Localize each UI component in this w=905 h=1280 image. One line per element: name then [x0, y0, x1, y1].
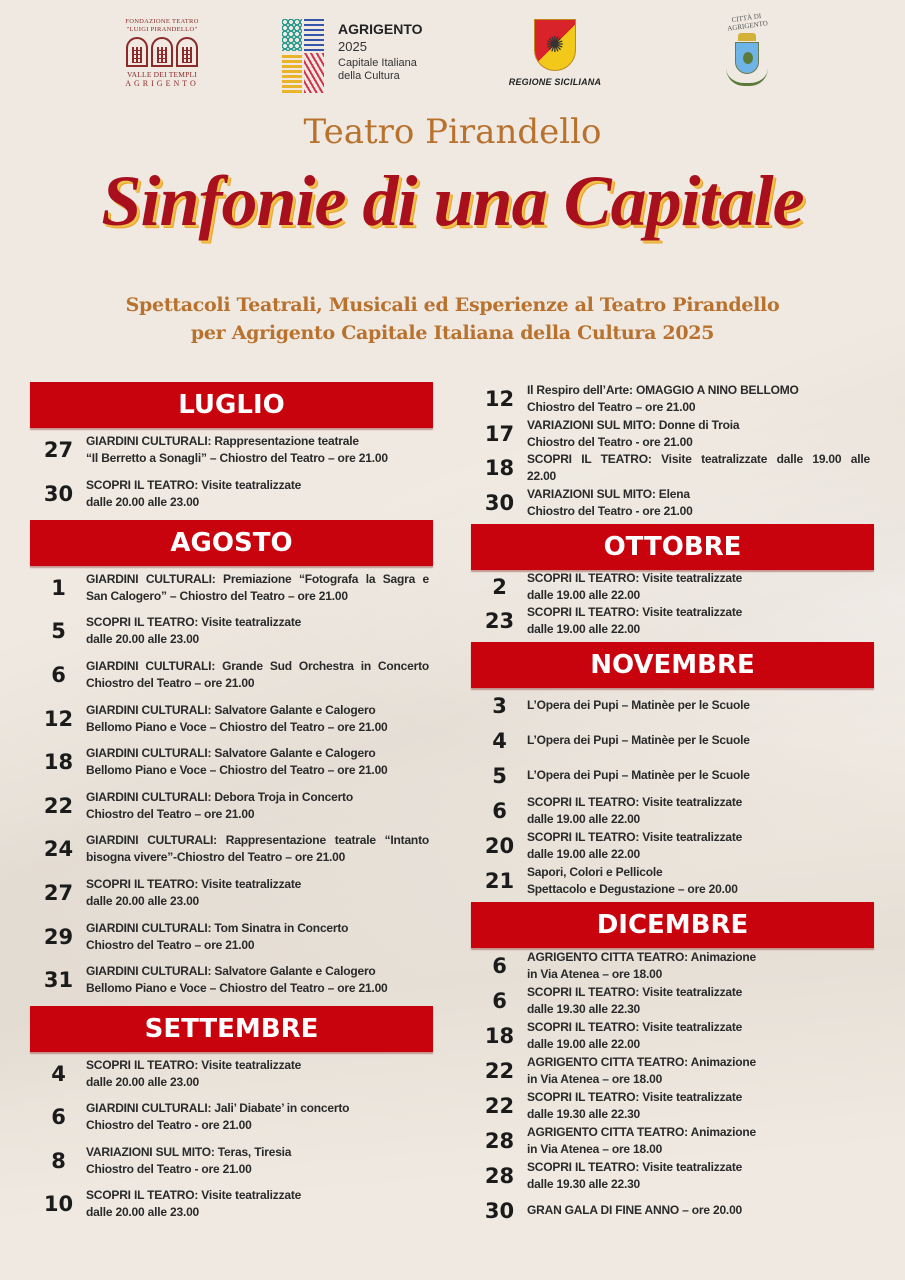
event-day: 10 — [43, 1192, 74, 1217]
event-description-line: GIARDINI CULTURALI: Grande Sud Orchestra in Concerto — [86, 658, 429, 673]
event-description-line: dalle 20.00 alle 23.00 — [86, 1074, 200, 1089]
agrigento-logo-caption — [338, 57, 417, 83]
event-row — [472, 863, 874, 898]
event-row — [31, 958, 433, 1002]
event-description-line: VARIAZIONI SUL MITO: Donne di Troia — [527, 417, 740, 432]
event-row — [472, 451, 874, 486]
event-description — [527, 767, 750, 784]
month-header-luglio: LUGLIO — [30, 382, 433, 428]
event-description-line: dalle 19.30 alle 22.30 — [527, 1001, 641, 1016]
event-day: 18 — [43, 750, 74, 775]
fondazione-line4: AGRIGENTO — [125, 79, 199, 88]
event-day: 6 — [51, 662, 66, 687]
city-crest-icon — [735, 42, 759, 74]
agrigento-logo-caption-2: della Cultura — [338, 70, 400, 82]
event-row — [31, 784, 433, 828]
event-description-line: Chiostro del Teatro – ore 21.00 — [527, 400, 696, 415]
logo-bar — [0, 14, 905, 99]
event-day: 27 — [43, 880, 74, 905]
month-events-settembre — [31, 1052, 433, 1226]
event-description-line: GIARDINI CULTURALI: Rappresentazione teatrale “Intanto — [86, 833, 429, 848]
event-day: 6 — [492, 953, 507, 978]
event-description — [86, 571, 429, 605]
event-description — [86, 658, 429, 692]
fondazione-line1: FONDAZIONE TEATRO — [125, 18, 199, 25]
month-header-settembre: SETTEMBRE — [30, 1006, 433, 1052]
event-description-line: dalle 19.30 alle 22.30 — [527, 1106, 641, 1121]
month-events-ottobre — [472, 570, 874, 638]
event-description — [86, 702, 388, 736]
month-header-novembre: NOVEMBRE — [471, 642, 874, 688]
event-description — [86, 1100, 349, 1134]
month-header-ottobre: OTTOBRE — [471, 524, 874, 570]
event-series-title: Sinfonie di una Capitale — [101, 161, 804, 241]
event-day: 12 — [484, 387, 515, 412]
event-description — [527, 382, 799, 416]
event-description — [86, 832, 429, 866]
event-row — [31, 1139, 433, 1183]
subtitle — [0, 291, 905, 347]
event-row — [31, 697, 433, 741]
event-row — [31, 915, 433, 959]
event-row — [472, 1193, 874, 1228]
event-row — [472, 1018, 874, 1053]
event-description-line: Chiostro del Teatro - ore 21.00 — [527, 434, 693, 449]
event-description — [527, 451, 870, 485]
event-row — [31, 1095, 433, 1139]
event-description-line: bisogna vivere”-Chiostro del Teatro – ore 21.00 — [86, 850, 346, 865]
event-row — [31, 610, 433, 654]
event-day: 6 — [492, 798, 507, 823]
event-day: 4 — [492, 728, 507, 753]
event-day: 28 — [484, 1163, 515, 1188]
month-events-agosto — [31, 566, 433, 1002]
agrigento-logo-caption-1: Capitale Italiana — [338, 57, 417, 69]
event-description-line: SCOPRI IL TEATRO: Visite teatralizzate — [527, 571, 743, 585]
event-description-line: dalle 20.00 alle 23.00 — [86, 893, 200, 908]
event-description-line: Bellomo Piano e Voce – Chiostro del Teatro – ore 21.00 — [86, 981, 388, 996]
event-description — [527, 486, 693, 520]
event-description-line: dalle 19.00 alle 22.00 — [527, 846, 641, 861]
schedule-right-column — [472, 382, 874, 1228]
month-events-luglio — [31, 428, 433, 516]
event-row — [472, 793, 874, 828]
event-day: 18 — [484, 1023, 515, 1048]
event-description — [86, 1187, 301, 1221]
event-row — [472, 382, 874, 417]
event-description-line: Chiostro del Teatro - ore 21.00 — [527, 503, 693, 518]
event-day: 3 — [492, 693, 507, 718]
event-description — [527, 829, 742, 863]
event-row — [472, 1123, 874, 1158]
event-description-line: GIARDINI CULTURALI: Debora Troja in Concerto — [86, 789, 353, 804]
event-description-line: SCOPRI IL TEATRO: Visite teatralizzate — [86, 1188, 302, 1203]
event-description-line: SCOPRI IL TEATRO: Visite teatralizzate — [527, 1019, 743, 1034]
subtitle-line-2: per Agrigento Capitale Italiana della Cultura 2025 — [190, 322, 715, 344]
event-description-line: AGRIGENTO CITTA TEATRO: Animazione — [527, 949, 756, 964]
event-description-line: SCOPRI IL TEATRO: Visite teatralizzate — [86, 478, 302, 492]
month-header-agosto: AGOSTO — [30, 520, 433, 566]
event-description-line: GIARDINI CULTURALI: Tom Sinatra in Concerto — [86, 920, 349, 935]
event-day: 27 — [43, 438, 74, 462]
event-day: 22 — [43, 793, 74, 818]
month-events-novembre — [472, 688, 874, 898]
event-day: 20 — [484, 833, 515, 858]
month-events-dicembre — [472, 948, 874, 1228]
event-row — [472, 983, 874, 1018]
event-description-line: “Il Berretto a Sonagli” – Chiostro del Teatro – ore 21.00 — [86, 451, 388, 465]
event-description — [86, 789, 353, 823]
month-events-settembre-continued — [472, 382, 874, 520]
event-day: 17 — [484, 421, 515, 446]
fondazione-line3: VALLE DEI TEMPLI — [126, 70, 197, 79]
event-row — [31, 871, 433, 915]
event-description-line: dalle 19.00 alle 22.00 — [527, 622, 641, 636]
event-day: 1 — [51, 575, 66, 600]
theatre-arches-icon — [112, 37, 212, 67]
event-description-line: L’Opera dei Pupi – Matinèe per le Scuole — [527, 698, 750, 712]
event-description-line: in Via Atenea – ore 18.00 — [527, 966, 663, 981]
event-description-line: VARIAZIONI SUL MITO: Elena — [527, 486, 690, 501]
event-description-line: GIARDINI CULTURALI: Jali’ Diabate’ in concerto — [86, 1101, 350, 1116]
event-description-line: VARIAZIONI SUL MITO: Teras, Tiresia — [86, 1144, 292, 1159]
event-description-line: AGRIGENTO CITTA TEATRO: Animazione — [527, 1124, 756, 1139]
event-description — [527, 1054, 756, 1088]
event-description — [86, 433, 388, 467]
event-description-line: Chiostro del Teatro – ore 21.00 — [86, 675, 255, 690]
regione-label: REGIONE SICILIANA — [508, 77, 602, 87]
event-description — [527, 984, 742, 1018]
event-description — [86, 920, 348, 954]
event-day: 24 — [43, 837, 74, 862]
event-description — [527, 1124, 756, 1158]
event-description — [527, 732, 750, 749]
event-description-line: GIARDINI CULTURALI: Premiazione “Fotografa la Sagra e — [86, 571, 429, 586]
fondazione-teatro-logo — [112, 18, 212, 88]
agrigento-pattern-icon — [282, 19, 328, 93]
schedule-left-column — [31, 382, 433, 1226]
event-description-line: GIARDINI CULTURALI: Rappresentazione teatrale — [86, 434, 359, 448]
event-day: 5 — [492, 763, 507, 788]
subtitle-line-1: Spettacoli Teatrali, Musicali ed Esperienze al Teatro Pirandello — [125, 294, 780, 316]
event-row — [472, 948, 874, 983]
event-day: 29 — [43, 924, 74, 949]
agrigento-logo-year: 2025 — [338, 39, 367, 54]
event-description-line: Il Respiro dell’Arte: OMAGGIO A NINO BELLOMO — [527, 383, 799, 398]
event-description-line: Chiostro del Teatro – ore 21.00 — [86, 806, 255, 821]
event-description-line: Chiostro del Teatro – ore 21.00 — [86, 937, 255, 952]
month-header-dicembre: DICEMBRE — [471, 902, 874, 948]
event-day: 2 — [492, 575, 507, 599]
event-description-line: SCOPRI IL TEATRO: Visite teatralizzate — [527, 984, 743, 999]
event-description-line: AGRIGENTO CITTA TEATRO: Animazione — [527, 1054, 756, 1069]
event-description-line: Sapori, Colori e Pellicole — [527, 864, 663, 879]
event-description-line: Bellomo Piano e Voce – Chiostro del Teatro – ore 21.00 — [86, 719, 388, 734]
event-description-line: SCOPRI IL TEATRO: Visite teatralizzate — [527, 1159, 743, 1174]
event-row — [472, 1158, 874, 1193]
event-description — [86, 876, 301, 910]
event-description-line: 22.00 — [527, 469, 557, 484]
event-description — [527, 949, 756, 983]
event-description-line: in Via Atenea – ore 18.00 — [527, 1071, 663, 1086]
event-row — [472, 604, 874, 638]
event-description-line: dalle 19.00 alle 22.00 — [527, 588, 641, 602]
event-description — [86, 477, 301, 511]
event-day: 23 — [484, 609, 515, 633]
event-description-line: L’Opera dei Pupi – Matinèe per le Scuole — [527, 768, 750, 782]
event-row — [472, 828, 874, 863]
event-day: 30 — [484, 1198, 515, 1223]
event-description-line: GIARDINI CULTURALI: Salvatore Galante e Calogero — [86, 702, 376, 717]
event-day: 30 — [484, 490, 515, 515]
event-row — [472, 417, 874, 452]
event-day: 22 — [484, 1093, 515, 1118]
event-description — [527, 604, 742, 638]
agrigento-logo-title: AGRIGENTO — [338, 21, 423, 37]
event-row — [31, 1182, 433, 1226]
event-day: 31 — [43, 968, 74, 993]
event-description-line: Chiostro del Teatro - ore 21.00 — [86, 1118, 252, 1133]
event-row — [31, 428, 433, 472]
event-description-line: Chiostro del Teatro - ore 21.00 — [86, 1161, 252, 1176]
regione-siciliana-logo — [505, 19, 605, 87]
event-day: 6 — [492, 988, 507, 1013]
event-description-line: dalle 20.00 alle 23.00 — [86, 632, 200, 647]
event-row — [31, 1052, 433, 1096]
event-description-line: dalle 19.30 alle 22.30 — [527, 1176, 641, 1191]
event-description — [86, 1144, 291, 1178]
event-row — [472, 758, 874, 793]
citta-di-agrigento-logo — [712, 14, 782, 86]
event-day: 5 — [51, 619, 66, 644]
event-day: 4 — [51, 1061, 66, 1086]
event-description — [527, 570, 742, 604]
event-description-line: dalle 19.00 alle 22.00 — [527, 811, 641, 826]
event-row — [31, 828, 433, 872]
event-row — [31, 740, 433, 784]
event-row — [31, 653, 433, 697]
event-description — [86, 963, 388, 997]
event-description — [527, 794, 742, 828]
event-description-line: dalle 19.00 alle 22.00 — [527, 1036, 641, 1051]
event-row — [472, 486, 874, 521]
event-description — [527, 1089, 742, 1123]
trinacria-shield-icon — [534, 19, 576, 71]
event-row — [472, 688, 874, 723]
event-description-line: in Via Atenea – ore 18.00 — [527, 1141, 663, 1156]
event-description-line: dalle 20.00 alle 23.00 — [86, 495, 200, 509]
event-day: 6 — [51, 1105, 66, 1130]
event-description-line: SCOPRI IL TEATRO: Visite teatralizzate dalle 19.00 alle — [527, 452, 870, 467]
event-day: 21 — [484, 868, 515, 893]
event-description-line: GRAN GALA DI FINE ANNO – ore 20.00 — [527, 1203, 743, 1217]
event-description — [527, 1159, 742, 1193]
fondazione-line2: "LUIGI PIRANDELLO" — [126, 26, 198, 33]
event-day: 18 — [484, 456, 515, 481]
event-row — [31, 566, 433, 610]
citta-label: CITTÀ DI AGRIGENTO — [726, 12, 769, 33]
agrigento-2025-logo — [280, 17, 450, 97]
event-description-line: Bellomo Piano e Voce – Chiostro del Teatro – ore 21.00 — [86, 763, 388, 778]
event-description-line: dalle 20.00 alle 23.00 — [86, 1205, 200, 1220]
event-description-line: SCOPRI IL TEATRO: Visite teatralizzate — [86, 615, 302, 630]
event-day: 8 — [51, 1148, 66, 1173]
event-day: 28 — [484, 1128, 515, 1153]
event-row — [472, 1053, 874, 1088]
event-description-line: GIARDINI CULTURALI: Salvatore Galante e Calogero — [86, 746, 376, 761]
venue-title: Teatro Pirandello — [303, 112, 602, 152]
event-day: 12 — [43, 706, 74, 731]
event-day: 30 — [43, 482, 74, 506]
event-description-line: SCOPRI IL TEATRO: Visite teatralizzate — [527, 605, 743, 619]
event-description-line: L’Opera dei Pupi – Matinèe per le Scuole — [527, 733, 750, 747]
event-description-line: GIARDINI CULTURALI: Salvatore Galante e Calogero — [86, 964, 376, 979]
event-description-line: SCOPRI IL TEATRO: Visite teatralizzate — [527, 829, 743, 844]
event-description — [86, 745, 388, 779]
event-description-line: SCOPRI IL TEATRO: Visite teatralizzate — [86, 1057, 302, 1072]
event-row — [472, 723, 874, 758]
event-description — [527, 1202, 742, 1219]
event-description — [527, 417, 739, 451]
event-description-line: Spettacolo e Degustazione – ore 20.00 — [527, 881, 738, 896]
event-row — [472, 570, 874, 604]
event-description-line: San Calogero” – Chiostro del Teatro – ore 21.00 — [86, 588, 348, 603]
event-description-line: SCOPRI IL TEATRO: Visite teatralizzate — [86, 876, 302, 891]
event-description — [527, 1019, 742, 1053]
event-description — [86, 1057, 301, 1091]
event-description-line: SCOPRI IL TEATRO: Visite teatralizzate — [527, 1089, 743, 1104]
event-description — [86, 614, 301, 648]
event-description — [527, 697, 750, 714]
event-row — [31, 472, 433, 516]
event-description-line: SCOPRI IL TEATRO: Visite teatralizzate — [527, 794, 743, 809]
crown-icon — [738, 33, 756, 41]
event-row — [472, 1088, 874, 1123]
event-day: 22 — [484, 1058, 515, 1083]
event-description — [527, 864, 738, 898]
